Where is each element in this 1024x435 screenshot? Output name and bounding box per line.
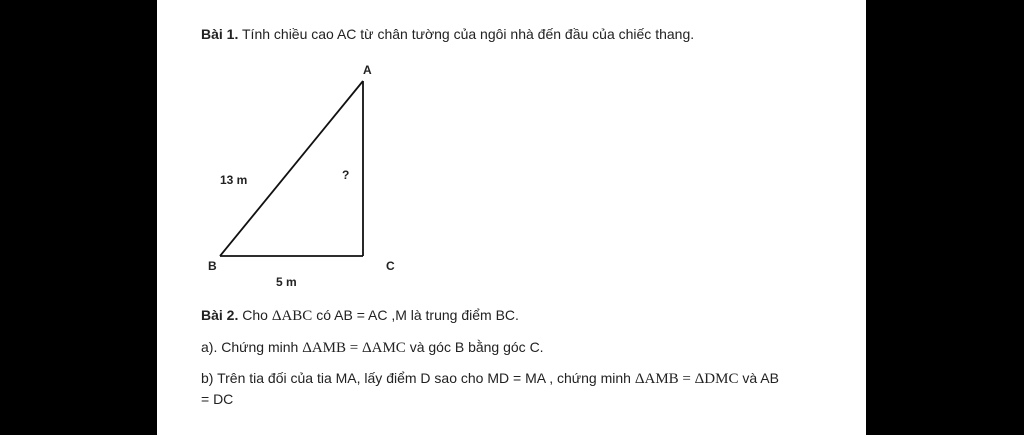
problem2-part-b (201, 369, 779, 388)
vertex-b-label: B (208, 259, 217, 273)
problem2-intro-pre: Cho (242, 307, 268, 323)
problem2-intro-post: có AB = AC ,M là trung điểm BC. (316, 307, 519, 323)
vertex-a-label: A (363, 63, 372, 77)
part-b-pre: b) Trên tia đối của tia MA, lấy điểm D sao cho MD = MA , chứng minh (201, 370, 631, 386)
part-a-post: và góc B bằng góc C. (409, 339, 544, 355)
problem2-statement (201, 306, 519, 325)
part-b-math: ΔAMB = ΔDMC (634, 371, 739, 387)
part-a-math: ΔAMB = ΔAMC (302, 340, 406, 356)
triangle-abc-math: ΔABC (271, 308, 313, 324)
problem1-label: Bài 1. (201, 26, 239, 42)
unknown-height-label: ? (342, 168, 350, 182)
part-b-post: và AB (742, 370, 779, 386)
problem2-part-a (201, 338, 544, 357)
problem1-text: Tính chiều cao AC từ chân tường của ngôi nhà đến đầu của chiếc thang. (242, 26, 695, 42)
triangle-figure (157, 0, 866, 300)
problem2-label: Bài 2. (201, 307, 239, 323)
vertex-c-label: C (386, 259, 395, 273)
hypotenuse-length-label: 13 m (220, 173, 248, 187)
document-page (157, 0, 866, 435)
part-a-pre: a). Chứng minh (201, 339, 299, 355)
problem2-part-b-continued: = DC (201, 391, 234, 407)
base-length-label: 5 m (276, 275, 297, 289)
